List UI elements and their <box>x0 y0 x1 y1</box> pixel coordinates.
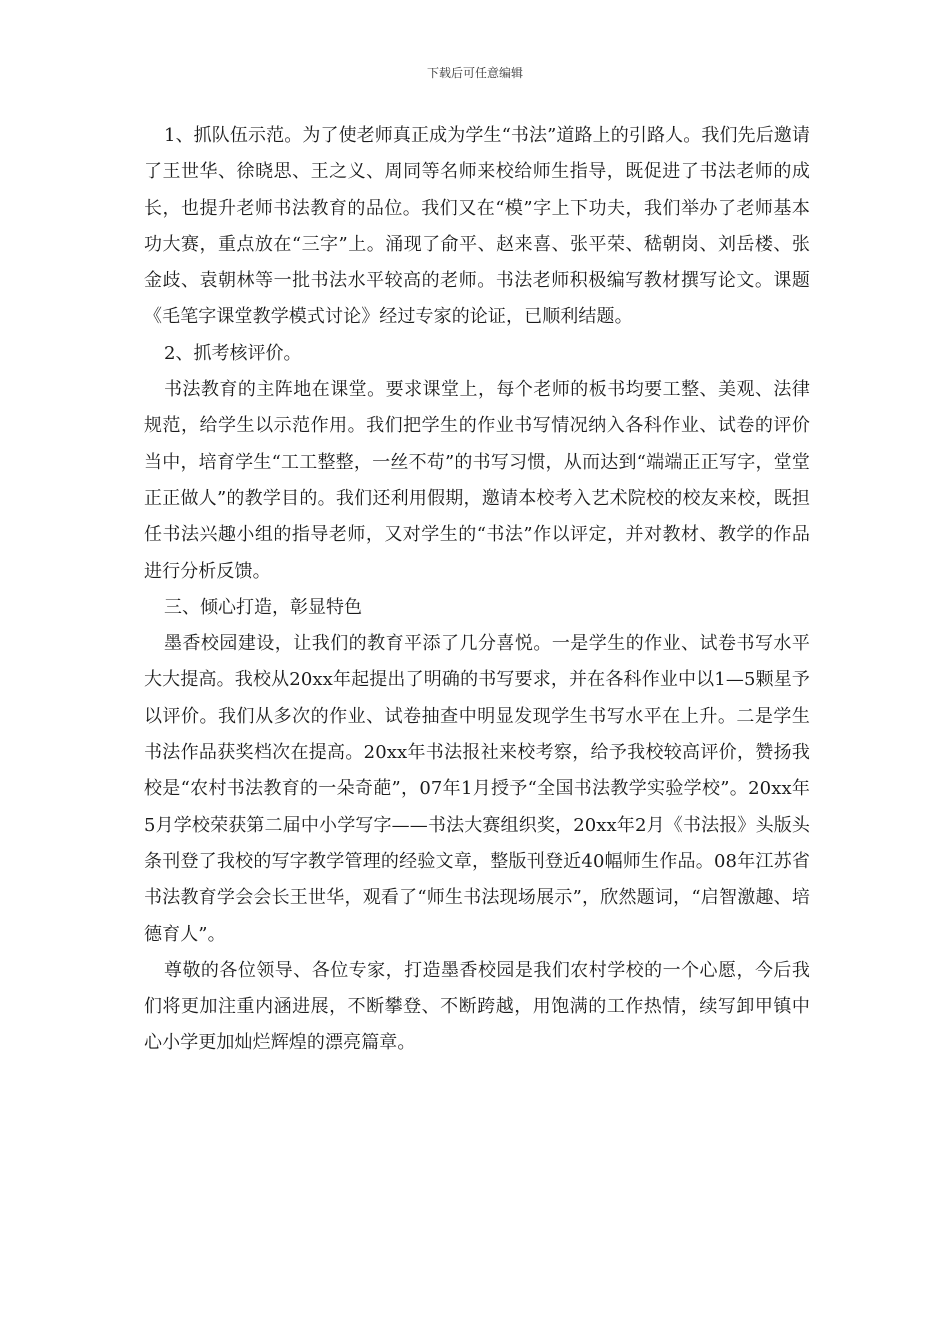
document-body <box>144 118 810 1062</box>
paragraph-campus-achievements: 墨香校园建设，让我们的教育平添了几分喜悦。一是学生的作业、试卷书写水平大大提高。我校从20xx年起提出了明确的书写要求，并在各科作业中以1—5颗星予以评价。我们从多次的作业、试卷抽查中明显发现学生书写水平在上升。二是学生书法作品获奖档次在提高。20xx年书法报社来校考察，给予我校较高评价，赞扬我校是“农村书法教育的一朵奇葩”，07年1月授予“全国书法教学实验学校”。20xx年5月学校荣获第二届中小学写字——书法大赛组织奖，20xx年2月《书法报》头版头条刊登了我校的写字教学管理的经验文章，整版刊登近40幅师生作品。08年江苏省书法教育学会会长王世华，观看了“师生书法现场展示”，欣然题词，“启智激趣、培德育人”。 <box>144 633 810 945</box>
paragraph-team-demonstration: 1、抓队伍示范。为了使老师真正成为学生“书法”道路上的引路人。我们先后邀请了王世华、徐晓思、王之义、周同等名师来校给师生指导，既促进了书法老师的成长，也提升老师书法教育的品位。我们又在“模”字上下功夫，我们举办了老师基本功大赛，重点放在“三字”上。涌现了俞平、赵来喜、张平荣、嵇朝岗、刘岳楼、张金歧、袁朝林等一批书法水平较高的老师。书法老师积极编写教材撰写论文。课题《毛笔字课堂教学模式讨论》经过专家的论证，已顺利结题。 <box>144 125 810 328</box>
paragraph-closing-remarks: 尊敬的各位领导、各位专家，打造墨香校园是我们农村学校的一个心愿，今后我们将更加注重内涵进展，不断攀登、不断跨越，用饱满的工作热情，续写卸甲镇中心小学更加灿烂辉煌的漂亮篇章。 <box>144 959 810 1054</box>
download-note: 下载后可任意编辑 <box>426 66 523 80</box>
heading-assessment: 2、抓考核评价。 <box>164 342 302 364</box>
heading-section-three: 三、倾心打造，彰显特色 <box>164 596 362 618</box>
paragraph-classroom-teaching: 书法教育的主阵地在课堂。要求课堂上，每个老师的板书均要工整、美观、法律规范，给学生以示范作用。我们把学生的作业书写情况纳入各科作业、试卷的评价当中，培育学生“工工整整，一丝不苟”的书写习惯，从而达到“端端正正写字，堂堂正正做人”的教学目的。我们还利用假期，邀请本校考入艺术院校的校友来校，既担任书法兴趣小组的指导老师，又对学生的“书法”作以评定，并对教材、教学的作品进行分析反馈。 <box>144 379 810 582</box>
